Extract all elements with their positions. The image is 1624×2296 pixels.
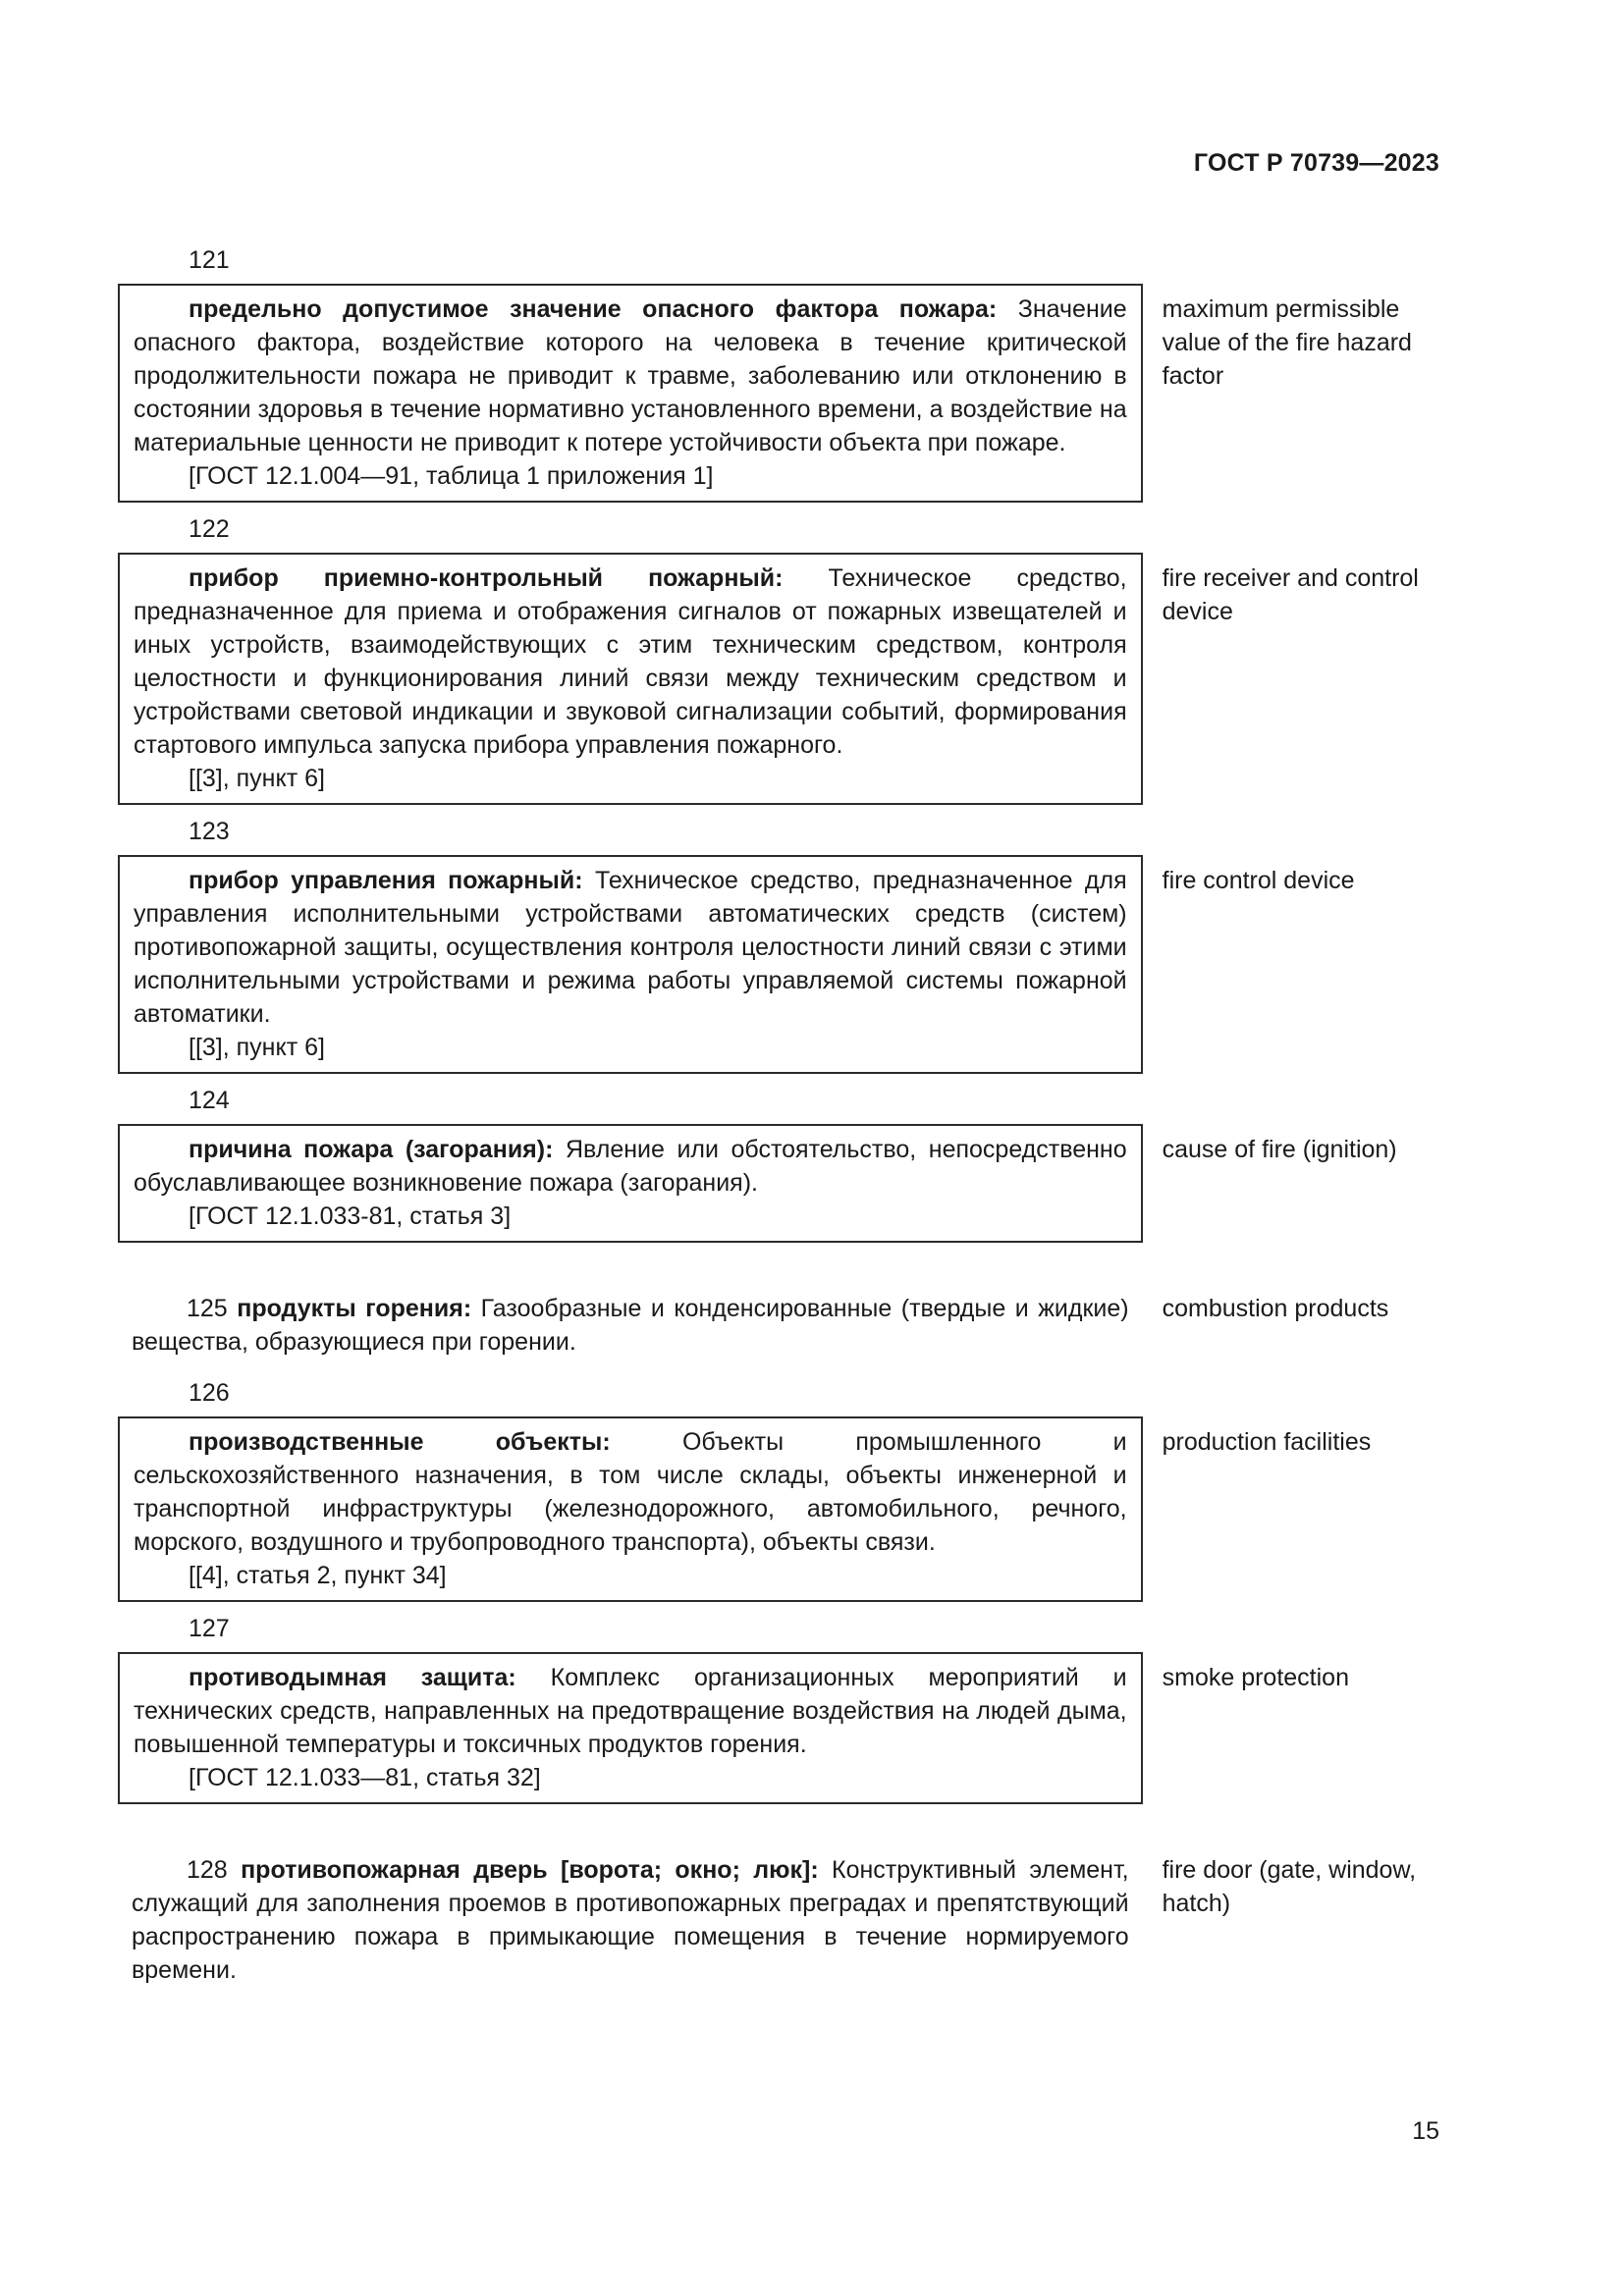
definition-box: [118, 1652, 1143, 1804]
definition-plain: [118, 1292, 1143, 1359]
entry-row: [118, 1652, 1439, 1804]
term-entry: [118, 1084, 1439, 1243]
definition-text: [134, 1425, 1127, 1559]
term-entries: [118, 243, 1439, 1987]
definition-text: [134, 293, 1127, 459]
definition-body: Техническое средство, предназначенное для управления исполнительными устройствами автоматических средств (систем) противопожарной защиты, осуществления контроля целостности линий связи с этими исполнительными устройствами и режима работы управляемой системы пожарной автоматики.: [134, 867, 1127, 1028]
definition-plain: [118, 1853, 1143, 1987]
definition-source: [ГОСТ 12.1.033—81, статья 32]: [189, 1764, 541, 1791]
english-term: production facilities: [1162, 1428, 1372, 1456]
definition-body: Комплекс организационных мероприятий и технических средств, направленных на предотвращение воздействия на людей дыма, повышенной температуры и токсичных продуктов горения.: [134, 1664, 1127, 1758]
definition-box: [118, 1416, 1143, 1602]
entry-row: [118, 553, 1439, 805]
definition-text: [134, 864, 1127, 1031]
definition-body: Явление или обстоятельство, непосредственно обуславливающее возникновение пожара (загорания).: [134, 1136, 1127, 1197]
entry-number: 121: [189, 246, 230, 274]
term-entry: [118, 512, 1439, 805]
definition-source: [ГОСТ 12.1.033-81, статья 3]: [189, 1202, 512, 1230]
english-term: combustion products: [1162, 1295, 1389, 1322]
definition-body: Значение опасного фактора, воздействие которого на человека в течение критической продолжительности пожара не приводит к травме, заболеванию или отклонению в состоянии здоровья в течение нормативно установленного времени, а воздействие на материальные ценности не приводит к потере устойчивости объекта при пожаре.: [134, 295, 1127, 456]
definition-text: [134, 1661, 1127, 1761]
term-label: прибор управления пожарный:: [189, 867, 583, 894]
term-entry: [118, 1853, 1439, 1987]
entry-row: [118, 855, 1439, 1074]
definition-source: [[3], пункт 6]: [189, 765, 325, 792]
entry-number: 128: [187, 1856, 228, 1884]
english-term: cause of fire (ignition): [1162, 1136, 1397, 1163]
english-term: smoke protection: [1162, 1664, 1349, 1691]
english-term: maximum permissible value of the fire hazard factor: [1162, 295, 1412, 390]
entry-number: 124: [189, 1087, 230, 1114]
english-term: fire receiver and control device: [1162, 564, 1419, 625]
definition-box: [118, 855, 1143, 1074]
term-entry: [118, 815, 1439, 1074]
definition-body: Газообразные и конденсированные (твердые и жидкие) вещества, образующиеся при горении.: [132, 1295, 1129, 1356]
definition-text: [134, 561, 1127, 762]
definition-source: [[4], статья 2, пункт 34]: [189, 1562, 447, 1589]
entry-row: [118, 1853, 1439, 1987]
entry-number: 122: [189, 515, 230, 543]
standard-header: ГОСТ Р 70739—2023: [1193, 149, 1439, 177]
definition-box: [118, 284, 1143, 503]
definition-box: [118, 553, 1143, 805]
english-term: fire door (gate, window, hatch): [1162, 1856, 1417, 1917]
term-label: продукты горения:: [237, 1295, 472, 1322]
term-label: причина пожара (загорания):: [189, 1136, 554, 1163]
term-label: противопожарная дверь [ворота; окно; люк]:: [241, 1856, 819, 1884]
definition-body: Техническое средство, предназначенное для приема и отображения сигналов от пожарных извещателей и иных устройств, взаимодействующих с этим техническим средством, контроля целостности и функционирования линий связи между техническим средством и устройствами световой индикации и звуковой сигнализации событий, формирования стартового импульса запуска прибора управления пожарного.: [134, 564, 1127, 759]
term-entry: [118, 1292, 1439, 1359]
entry-number: 123: [189, 818, 230, 845]
definition-box: [118, 1124, 1143, 1243]
definition-body: Конструктивный элемент, служащий для заполнения проемов в противопожарных преградах и препятствующий распространению пожара в примыкающие помещения в течение нормируемого времени.: [132, 1856, 1129, 1984]
definition-source: [[3], пункт 6]: [189, 1034, 325, 1061]
entry-number: 126: [189, 1379, 230, 1407]
entry-row: [118, 1416, 1439, 1602]
entry-row: [118, 1292, 1439, 1359]
definition-text: [134, 1133, 1127, 1200]
definition-source: [ГОСТ 12.1.004—91, таблица 1 приложения 1]: [189, 462, 714, 490]
term-entry: [118, 243, 1439, 503]
term-label: противодымная защита:: [189, 1664, 516, 1691]
definition-text: [132, 1853, 1129, 1987]
entry-row: [118, 1124, 1439, 1243]
entry-number: 127: [189, 1615, 230, 1642]
definition-body: Объекты промышленного и сельскохозяйственного назначения, в том числе склады, объекты инженерной и транспортной инфраструктуры (железнодорожного, автомобильного, речного, морского, воздушного и трубопроводного транспорта), объекты связи.: [134, 1428, 1127, 1556]
term-entry: [118, 1612, 1439, 1804]
page-number: 15: [1412, 2117, 1439, 2145]
entry-number: 125: [187, 1295, 228, 1322]
term-entry: [118, 1376, 1439, 1602]
definition-text: [132, 1292, 1129, 1359]
term-label: производственные объекты:: [189, 1428, 611, 1456]
term-label: прибор приемно-контрольный пожарный:: [189, 564, 784, 592]
english-term: fire control device: [1162, 867, 1355, 894]
entry-row: [118, 284, 1439, 503]
term-label: предельно допустимое значение опасного фактора пожара:: [189, 295, 998, 323]
